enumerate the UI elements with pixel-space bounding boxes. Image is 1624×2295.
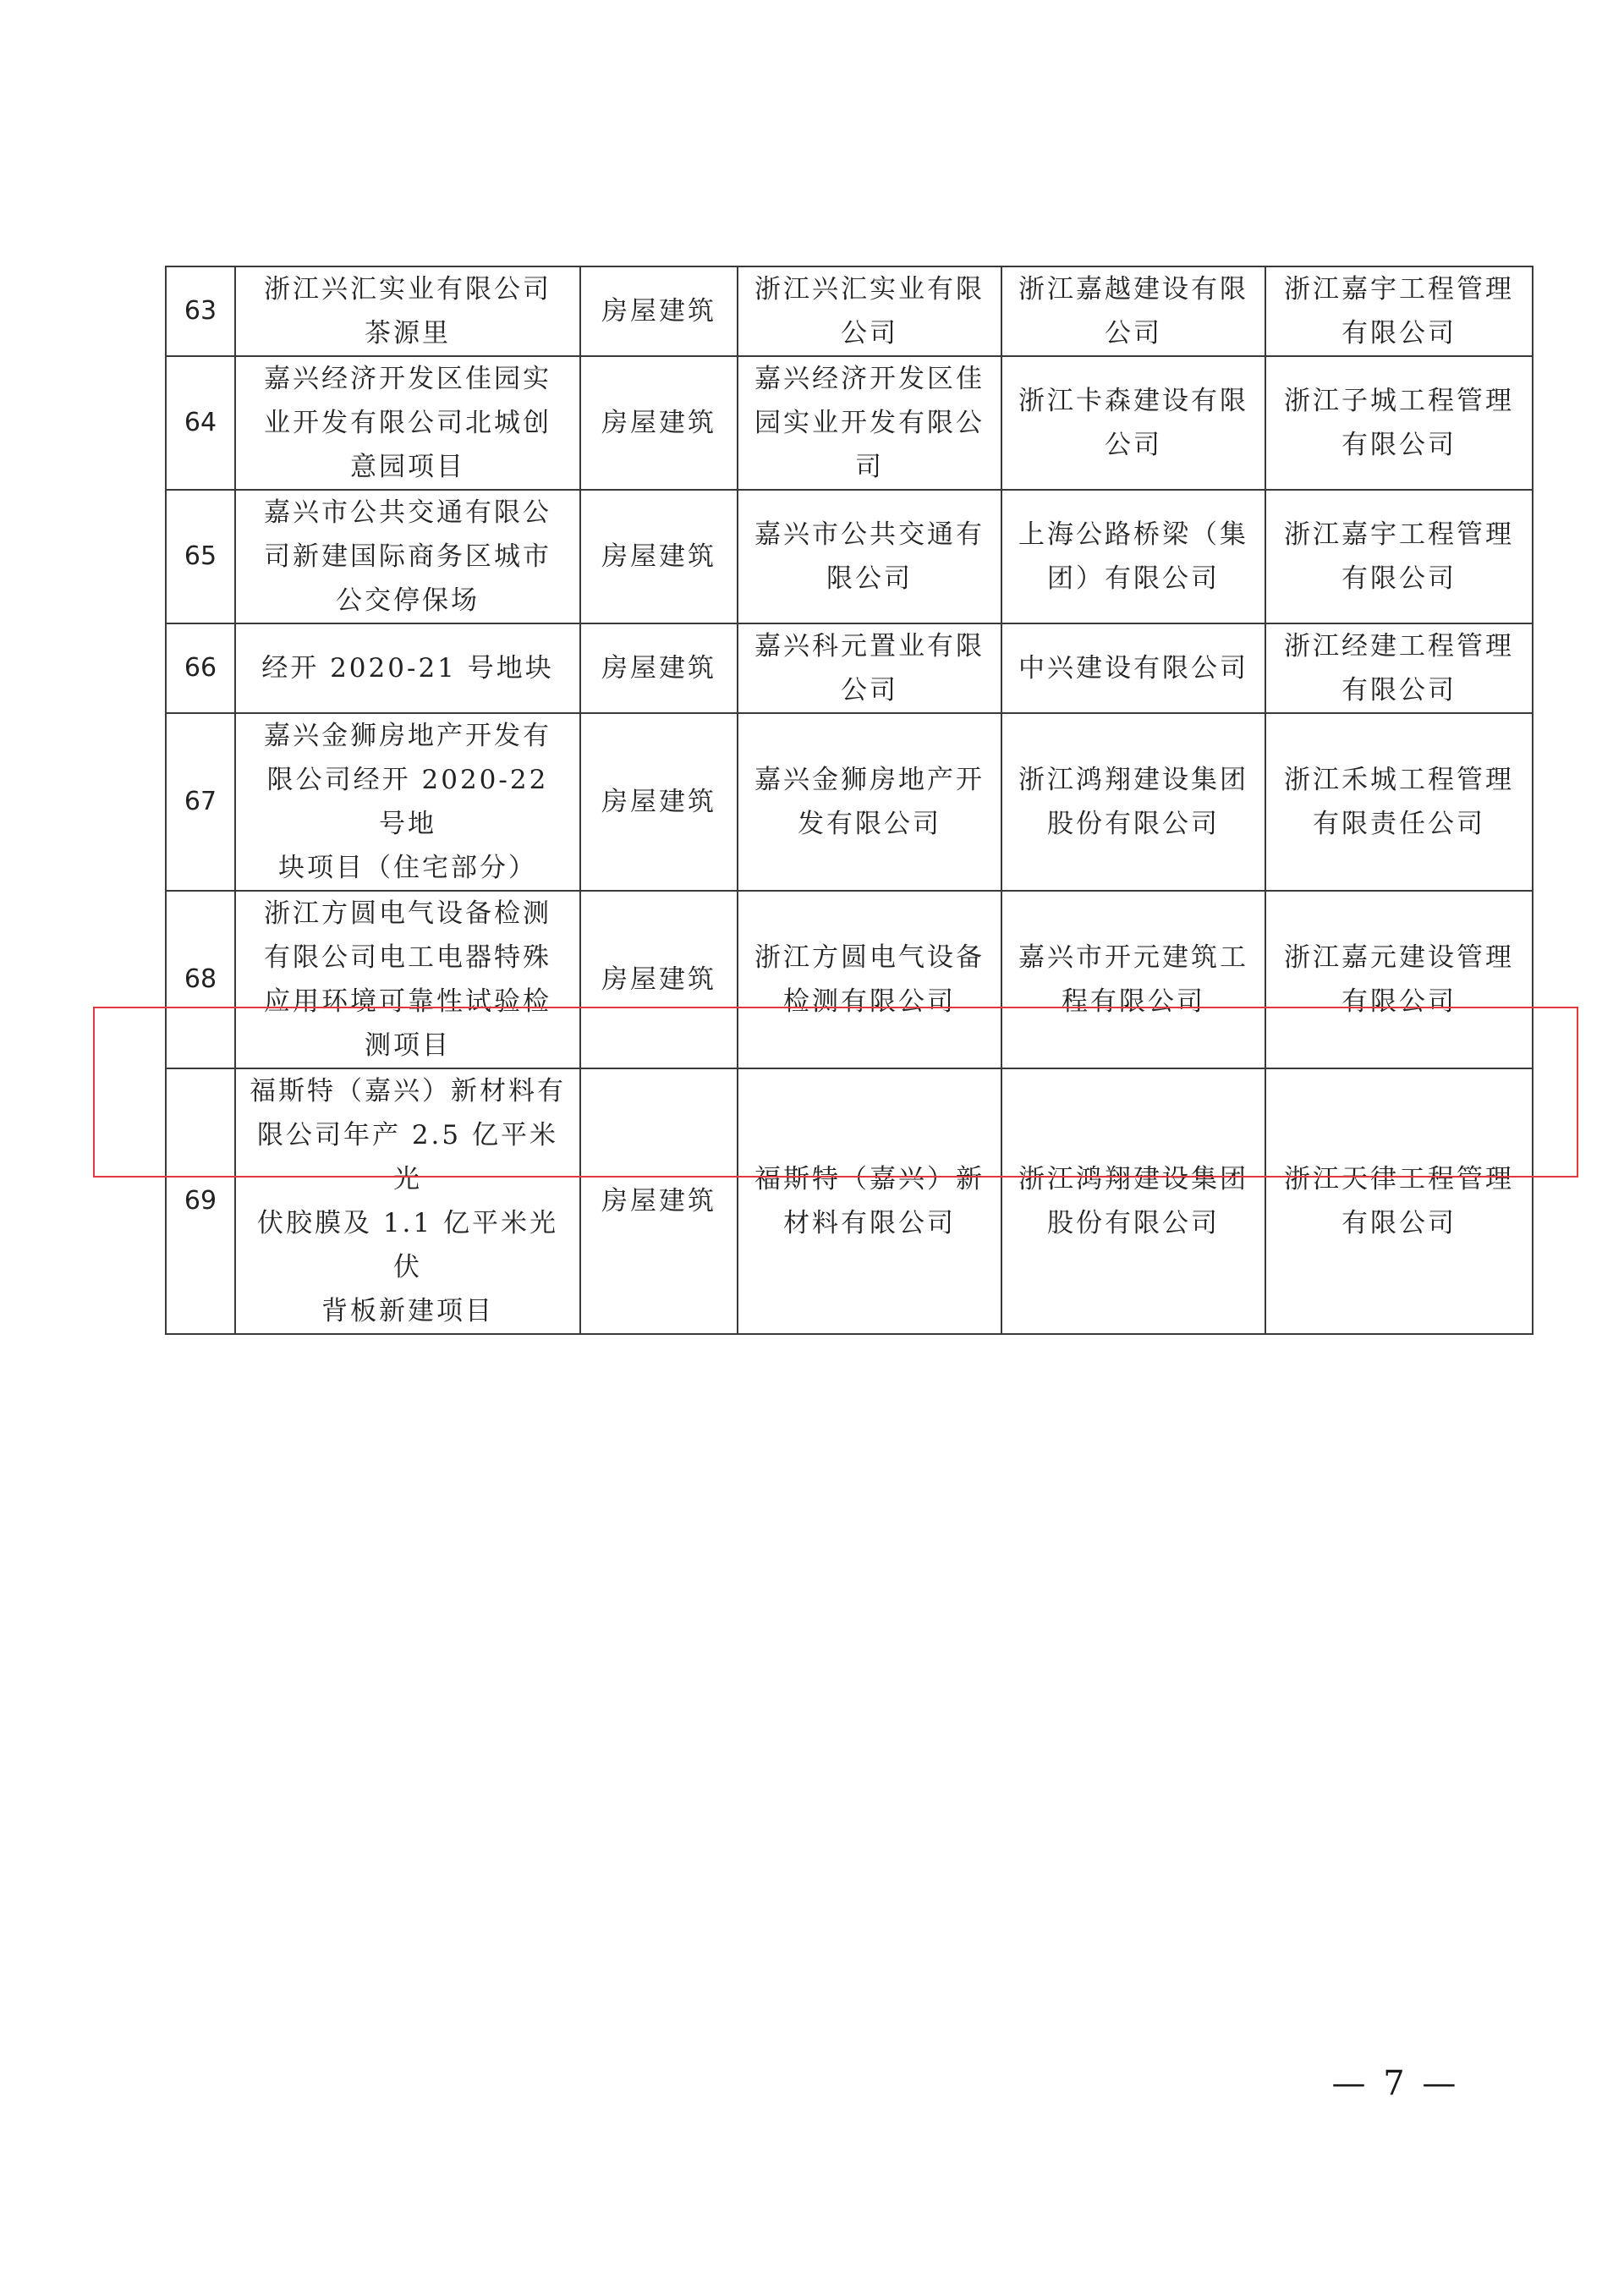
supervisor-cell xyxy=(1265,1068,1533,1334)
project-name: 福斯特（嘉兴）新材料有 限公司年产 2.5 亿平米光 伏胶膜及 1.1 亿平米光伏 背板新建项目 xyxy=(250,1076,566,1326)
contractor-name: 浙江鸿翔建设集团 股份有限公司 xyxy=(1018,1164,1248,1238)
contractor-name: 浙江鸿翔建设集团 股份有限公司 xyxy=(1018,765,1248,839)
row-number: 63 xyxy=(166,266,235,356)
supervisor-name: 浙江嘉元建设管理 有限公司 xyxy=(1284,942,1514,1017)
supervisor-name: 浙江嘉宇工程管理 有限公司 xyxy=(1284,519,1514,594)
contractor-name: 浙江嘉越建设有限 公司 xyxy=(1018,274,1248,349)
project-type-cell xyxy=(580,713,738,891)
project-name-cell xyxy=(235,356,580,490)
project-name-cell xyxy=(235,713,580,891)
project-name: 嘉兴金狮房地产开发有 限公司经开 2020-22 号地 块项目（住宅部分） xyxy=(264,721,551,883)
table-row-64 xyxy=(166,356,1533,490)
supervisor-name: 浙江禾城工程管理 有限责任公司 xyxy=(1284,765,1514,839)
supervisor-name: 浙江嘉宇工程管理 有限公司 xyxy=(1284,274,1514,349)
row-number: 66 xyxy=(166,623,235,713)
owner-name: 嘉兴金狮房地产开 发有限公司 xyxy=(754,765,985,839)
project-name-cell xyxy=(235,623,580,713)
supervisor-cell xyxy=(1265,623,1533,713)
row-number: 68 xyxy=(166,891,235,1068)
page-number: — 7 — xyxy=(1331,2064,1460,2103)
supervisor-name: 浙江天律工程管理 有限公司 xyxy=(1284,1164,1514,1238)
owner-name: 嘉兴科元置业有限 公司 xyxy=(754,631,985,706)
project-type: 房屋建筑 xyxy=(601,1186,716,1216)
owner-name: 浙江方圆电气设备 检测有限公司 xyxy=(754,942,985,1017)
project-type: 房屋建筑 xyxy=(601,964,716,995)
contractor-name: 浙江卡森建设有限 公司 xyxy=(1018,386,1248,460)
project-name-cell xyxy=(235,266,580,356)
project-table-body xyxy=(166,266,1533,1334)
owner-name: 嘉兴经济开发区佳 园实业开发有限公 司 xyxy=(754,364,985,482)
contractor-cell xyxy=(1001,490,1265,623)
owner-cell xyxy=(738,266,1001,356)
owner-cell xyxy=(738,356,1001,490)
row-number: 65 xyxy=(166,490,235,623)
project-type-cell xyxy=(580,623,738,713)
table-row-63 xyxy=(166,266,1533,356)
project-name: 嘉兴市公共交通有限公 司新建国际商务区城市 公交停保场 xyxy=(264,497,551,616)
owner-cell xyxy=(738,490,1001,623)
project-name-cell xyxy=(235,891,580,1068)
project-table xyxy=(165,266,1533,1335)
row-number: 67 xyxy=(166,713,235,891)
owner-cell xyxy=(738,891,1001,1068)
project-type-cell xyxy=(580,490,738,623)
contractor-cell xyxy=(1001,356,1265,490)
project-type-cell xyxy=(580,266,738,356)
contractor-cell xyxy=(1001,713,1265,891)
supervisor-cell xyxy=(1265,891,1533,1068)
owner-name: 福斯特（嘉兴）新 材料有限公司 xyxy=(754,1164,985,1238)
supervisor-name: 浙江经建工程管理 有限公司 xyxy=(1284,631,1514,706)
owner-name: 嘉兴市公共交通有 限公司 xyxy=(754,519,985,594)
supervisor-name: 浙江子城工程管理 有限公司 xyxy=(1284,386,1514,460)
owner-cell xyxy=(738,623,1001,713)
project-type-cell xyxy=(580,891,738,1068)
project-name: 经开 2020-21 号地块 xyxy=(261,653,554,684)
contractor-name: 中兴建设有限公司 xyxy=(1018,653,1248,684)
supervisor-cell xyxy=(1265,490,1533,623)
contractor-cell xyxy=(1001,623,1265,713)
project-name: 浙江方圆电气设备检测 有限公司电工电器特殊 应用环境可靠性试验检 测项目 xyxy=(264,898,551,1061)
table-row-65 xyxy=(166,490,1533,623)
supervisor-cell xyxy=(1265,356,1533,490)
row-number: 69 xyxy=(166,1068,235,1334)
project-name-cell xyxy=(235,490,580,623)
contractor-name: 上海公路桥梁（集 团）有限公司 xyxy=(1018,519,1248,594)
project-type: 房屋建筑 xyxy=(601,541,716,572)
contractor-cell xyxy=(1001,266,1265,356)
owner-cell xyxy=(738,1068,1001,1334)
contractor-cell xyxy=(1001,1068,1265,1334)
project-type: 房屋建筑 xyxy=(601,296,716,327)
project-name: 嘉兴经济开发区佳园实 业开发有限公司北城创 意园项目 xyxy=(264,364,551,482)
project-name-cell xyxy=(235,1068,580,1334)
table-row-69 xyxy=(166,1068,1533,1334)
project-type-cell xyxy=(580,356,738,490)
supervisor-cell xyxy=(1265,713,1533,891)
project-type: 房屋建筑 xyxy=(601,408,716,438)
supervisor-cell xyxy=(1265,266,1533,356)
project-type-cell xyxy=(580,1068,738,1334)
table-row-68 xyxy=(166,891,1533,1068)
project-type: 房屋建筑 xyxy=(601,787,716,817)
contractor-name: 嘉兴市开元建筑工 程有限公司 xyxy=(1018,942,1248,1017)
owner-name: 浙江兴汇实业有限 公司 xyxy=(754,274,985,349)
owner-cell xyxy=(738,713,1001,891)
table-row-67 xyxy=(166,713,1533,891)
row-number: 64 xyxy=(166,356,235,490)
project-type: 房屋建筑 xyxy=(601,653,716,684)
project-name: 浙江兴汇实业有限公司 茶源里 xyxy=(264,274,551,349)
table-row-66 xyxy=(166,623,1533,713)
contractor-cell xyxy=(1001,891,1265,1068)
